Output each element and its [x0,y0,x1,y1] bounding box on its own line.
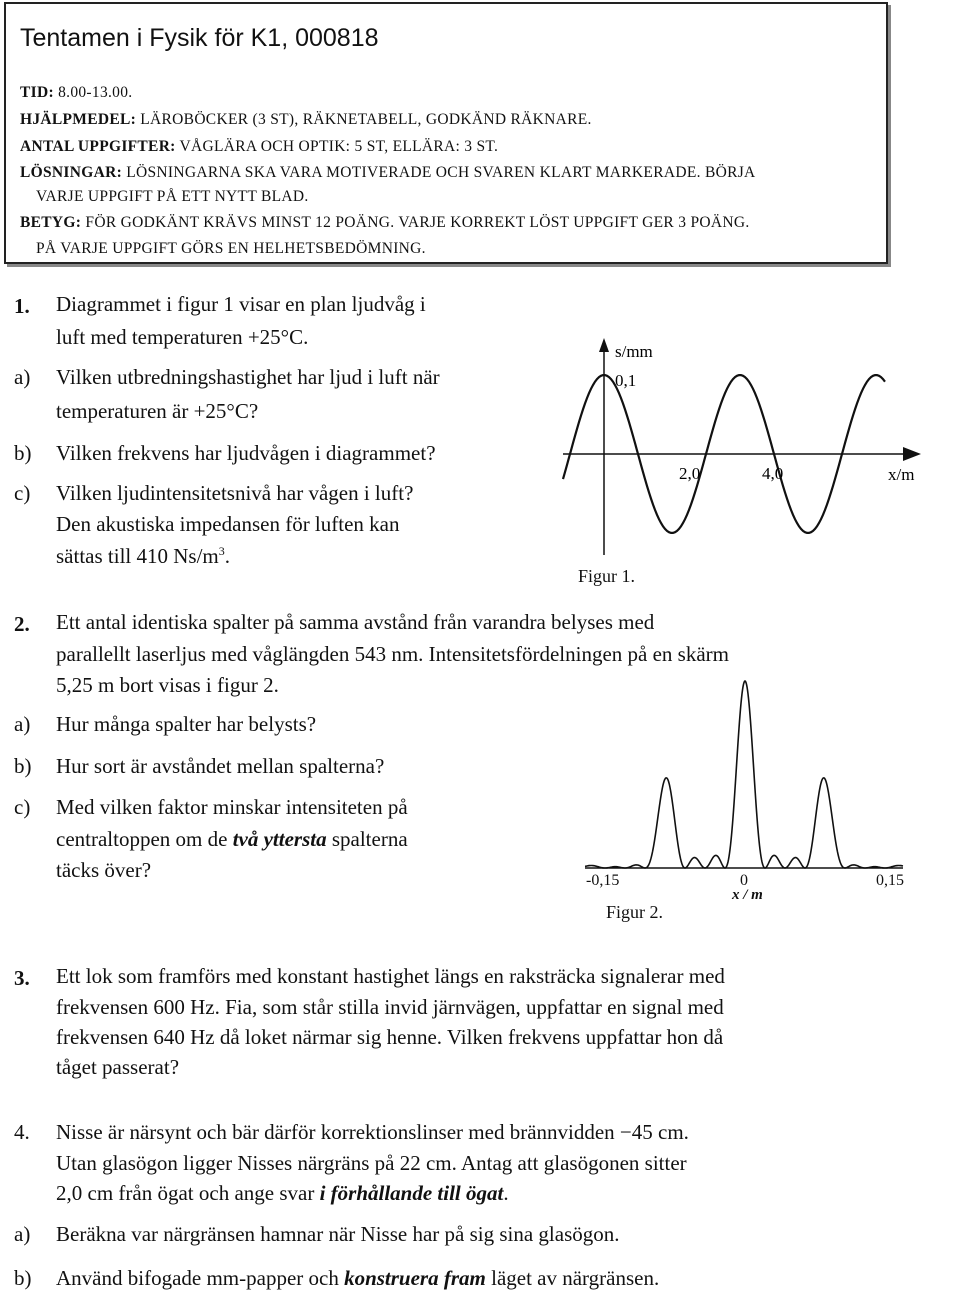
q1c-text-3: sättas till 410 $Ns/m^3$. [56,544,230,568]
fig2-x-tick-mid: 0 [740,872,748,889]
header-line-grading: BETYG: FÖR GODKÄNT KRÄVS MINST 12 POÄNG. VARJE KORREKT LÖST UPPGIFT GER 3 POÄNG. [20,214,750,231]
fig2-x-tick-left: -0,15 [586,872,620,889]
q2-text-2: parallellt laserljus med våglängden 543 nm. Intensitetsfördelningen på en skärm [56,642,729,666]
q1c-label: c) [14,481,31,505]
q2c-text-1: Med vilken faktor minskar intensiteten på [56,795,408,819]
q2-number: 2. [14,612,30,636]
fig1-y-tick: 0,1 [615,371,637,390]
exam-header-box [4,2,888,264]
header-line-grading-cont: PÅ VARJE UPPGIFT GÖRS EN HELHETSBEDÖMNING. [36,240,426,257]
fig2-x-tick-right: 0,15 [876,872,904,889]
fig2-x-label: x / m [732,887,763,903]
q2c-label: c) [14,795,31,819]
q2a-label: a) [14,712,31,736]
fig1-x-label: x/m [888,465,915,484]
q3-text-3: frekvensen 640 Hz då loket närmar sig henne. Vilken frekvens uppfattar hon då [56,1025,724,1049]
header-line-time: TID: 8.00-13.00. [20,84,133,101]
q4b-label: b) [14,1266,32,1290]
page-title: Tentamen i Fysik för K1, 000818 [20,24,379,52]
q1c-text-2: Den akustiska impedansen för luften kan [56,512,400,536]
q2-text-3: 5,25 m bort visas i figur 2. [56,673,279,697]
q1-number: 1. [14,294,30,318]
q1c-text-1: Vilken ljudintensitetsnivå har vågen i luft? [56,481,414,505]
header-line-count: ANTAL UPPGIFTER: VÅGLÄRA OCH OPTIK: 5 ST, ELLÄRA: 3 ST. [20,138,499,155]
q3-text-4: tåget passerat? [56,1055,180,1079]
q4a-label: a) [14,1222,31,1246]
fig1-y-arrowhead [599,338,609,352]
fig1-x-arrowhead [903,447,921,461]
fig2-intensity-curve [585,681,903,868]
q1a-text-1: Vilken utbredningshastighet har ljud i luft när [56,365,440,389]
q2c-text-3: täcks över? [56,858,152,882]
q1-text-1: Diagrammet i figur 1 visar en plan ljudvåg i [56,292,426,316]
q4b-text: Använd bifogade mm-papper och konstruera fram läget av närgränsen. [56,1266,660,1290]
q4-text-3: 2,0 cm från ögat och ange svar i förhållande till ögat. [56,1181,509,1205]
q1b-text: Vilken frekvens har ljudvågen i diagrammet? [56,441,436,465]
q2b-label: b) [14,754,32,778]
q4-text-1: Nisse är närsynt och bär därför korrektionslinser med brännvidden −45 cm. [56,1120,689,1144]
q4a-text: Beräkna var närgränsen hamnar när Nisse har på sig sina glasögon. [56,1222,620,1246]
q2c-text-2: centraltoppen om de två yttersta spalterna [56,827,408,851]
q1b-label: b) [14,441,32,465]
q2b-text: Hur sort är avståndet mellan spalterna? [56,754,385,778]
fig1-caption-text: Figur 1. [578,566,636,586]
q4-number: 4. [14,1120,30,1144]
q4-text-2: Utan glasögon ligger Nisses närgräns på 22 cm. Antag att glasögonen sitter [56,1151,687,1175]
q2a-text: Hur många spalter har belysts? [56,712,317,736]
header-line-solutions-cont: VARJE UPPGIFT PÅ ETT NYTT BLAD. [36,188,309,205]
q1a-text-2: temperaturen är +25°C? [56,399,259,423]
q1-text-2: luft med temperaturen +25°C. [56,325,309,349]
fig1-x-tick-2: 4,0 [762,464,784,483]
fig2-caption: Figur 2. [606,902,664,922]
header-line-solutions: LÖSNINGAR: LÖSNINGARNA SKA VARA MOTIVERADE OCH SVAREN KLART MARKERADE. BÖRJA [20,164,756,181]
q1a-label: a) [14,365,31,389]
fig1-x-tick-1: 2,0 [679,464,701,483]
q2-text-1: Ett antal identiska spalter på samma avstånd från varandra belyses med [56,610,655,634]
q3-text-2: frekvensen 600 Hz. Fia, som står stilla invid järnvägen, uppfattar en signal med [56,995,724,1019]
header-line-aids: HJÄLPMEDEL: LÄROBÖCKER (3 ST), RÄKNETABELL, GODKÄND RÄKNARE. [20,111,592,128]
q3-text-1: Ett lok som framförs med konstant hastighet längs en raksträcka signalerar med [56,964,725,988]
figure-1-wave-diagram [555,330,945,560]
figure-2-intensity-diagram [585,675,925,875]
fig1-y-label: s/mm [615,342,653,361]
q3-number: 3. [14,966,30,990]
